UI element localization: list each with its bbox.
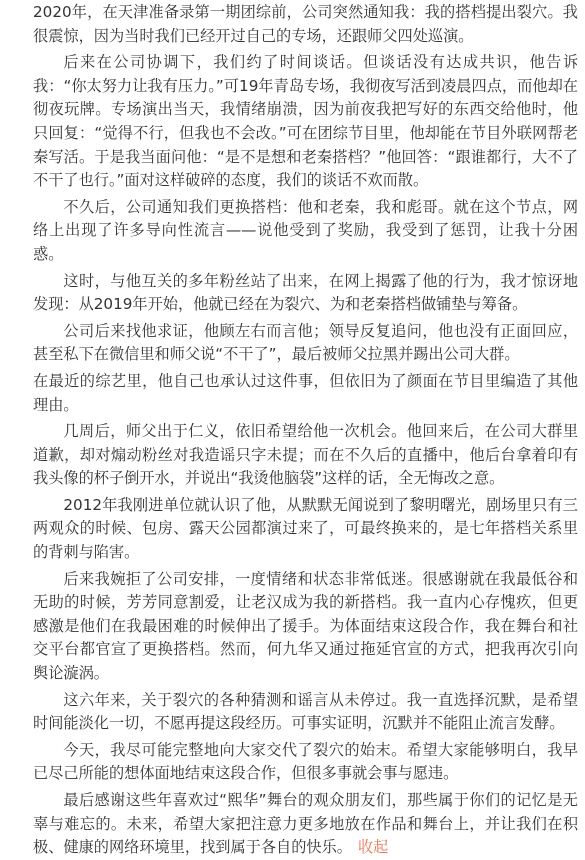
paragraph-3: 不久后，公司通知我们更换搭档：他和老秦，我和彪哥。就在这个节点，网络上出现了许多导向性流言——说他受到了奖励，我受到了惩罚，让我十分困惑。: [33, 197, 578, 263]
paragraph-11: 今天，我尽可能完整地向大家交代了裂穴的始末。希望大家能够明白，我早已尽己所能的想体面地结束这段合作，但很多事就会事与愿违。: [33, 740, 578, 783]
paragraph-10: 这六年来，关于裂穴的各种猜测和谣言从未停过。我一直选择沉默，是希望时间能淡化一切，不愿再提这段经历。可事实证明，沉默并不能阻止流言发酵。: [33, 690, 578, 733]
paragraph-12-text: 最后感谢这些年喜欢过“熙华”舞台的观众朋友们，那些属于你们的记忆是无辜与难忘的。未来，希望大家把注意力更多地放在作品和舞台上，并让我们在积极、健康的网络环境里，找到属于各自的快乐。: [33, 791, 578, 857]
paragraph-12: [33, 789, 578, 860]
paragraph-8: 2012年我刚进单位就认识了他，从默默无闻说到了黎明曙光，剧场里只有三两观众的时候、包房、露天公园都演过来了，可最终换来的，是七年搭档关系里的背刺与陷害。: [33, 495, 578, 562]
paragraph-5: 公司后来找他求证，他顾左右而言他；领导反复追问，他也没有正面回应，甚至私下在微信里和师父说“不干了”，最后被师父拉黑并踢出公司大群。: [33, 321, 578, 364]
paragraph-7: 几周后，师父出于仁义，依旧希望给他一次机会。他回来后，在公司大群里道歉，却对煽动粉丝对我造谣只字未提；而在不久后的直播中，他后台拿着印有我头像的杯子倒开水，并说出“我烫他脑袋”这样的话，全无悔改之意。: [33, 422, 578, 488]
paragraph-6: 在最近的综艺里，他自己也承认过这件事，但依旧为了颜面在节目里编造了其他理由。: [33, 371, 578, 414]
paragraph-9: 后来我婉拒了公司安排，一度情绪和状态非常低迷。很感谢就在我最低谷和无助的时候，芳芳同意割爱，让老汉成为我的新搭档。我一直内心存愧疚，但更感激是他们在我最困难的时候伸出了援手。为体面结束这段合作，我在舞台和社交平台都官宣了更换搭档。然而，何九华又通过拖延官宣的方式，把我再次引向舆论漩涡。: [33, 569, 578, 683]
collapse-link[interactable]: 收起: [357, 838, 389, 857]
paragraph-2: 后来在公司协调下，我们约了时间谈话。但谈话没有达成共识，他告诉我：“你太努力让我有压力。”可19年青岛专场，我彻夜写活到凌晨四点，而他却在彻夜玩牌。专场演出当天，我情绪崩溃，因为前夜我把写好的东西交给他时，他只回复：“觉得不行，但我也不会改。”可在团综节目里，他却能在节目外联网帮老秦写活。于是我当面问他：“是不是想和老秦搭档？”他回答：“跟谁都行，大不了不干了也行。”面对这样破碎的态度，我们的谈话不欢而散。: [33, 53, 578, 190]
paragraph-1: 2020年，在天津准备录第一期团综前，公司突然通知我：我的搭档提出裂穴。我很震惊，因为当时我们已经开过自己的专场，还跟师父四处巡演。: [33, 3, 578, 45]
paragraph-4: 这时，与他互关的多年粉丝站了出来，在网上揭露了他的行为，我才惊讶地发现：从2019年开始，他就已经在为裂穴、为和老秦搭档做铺垫与筹备。: [33, 271, 578, 314]
